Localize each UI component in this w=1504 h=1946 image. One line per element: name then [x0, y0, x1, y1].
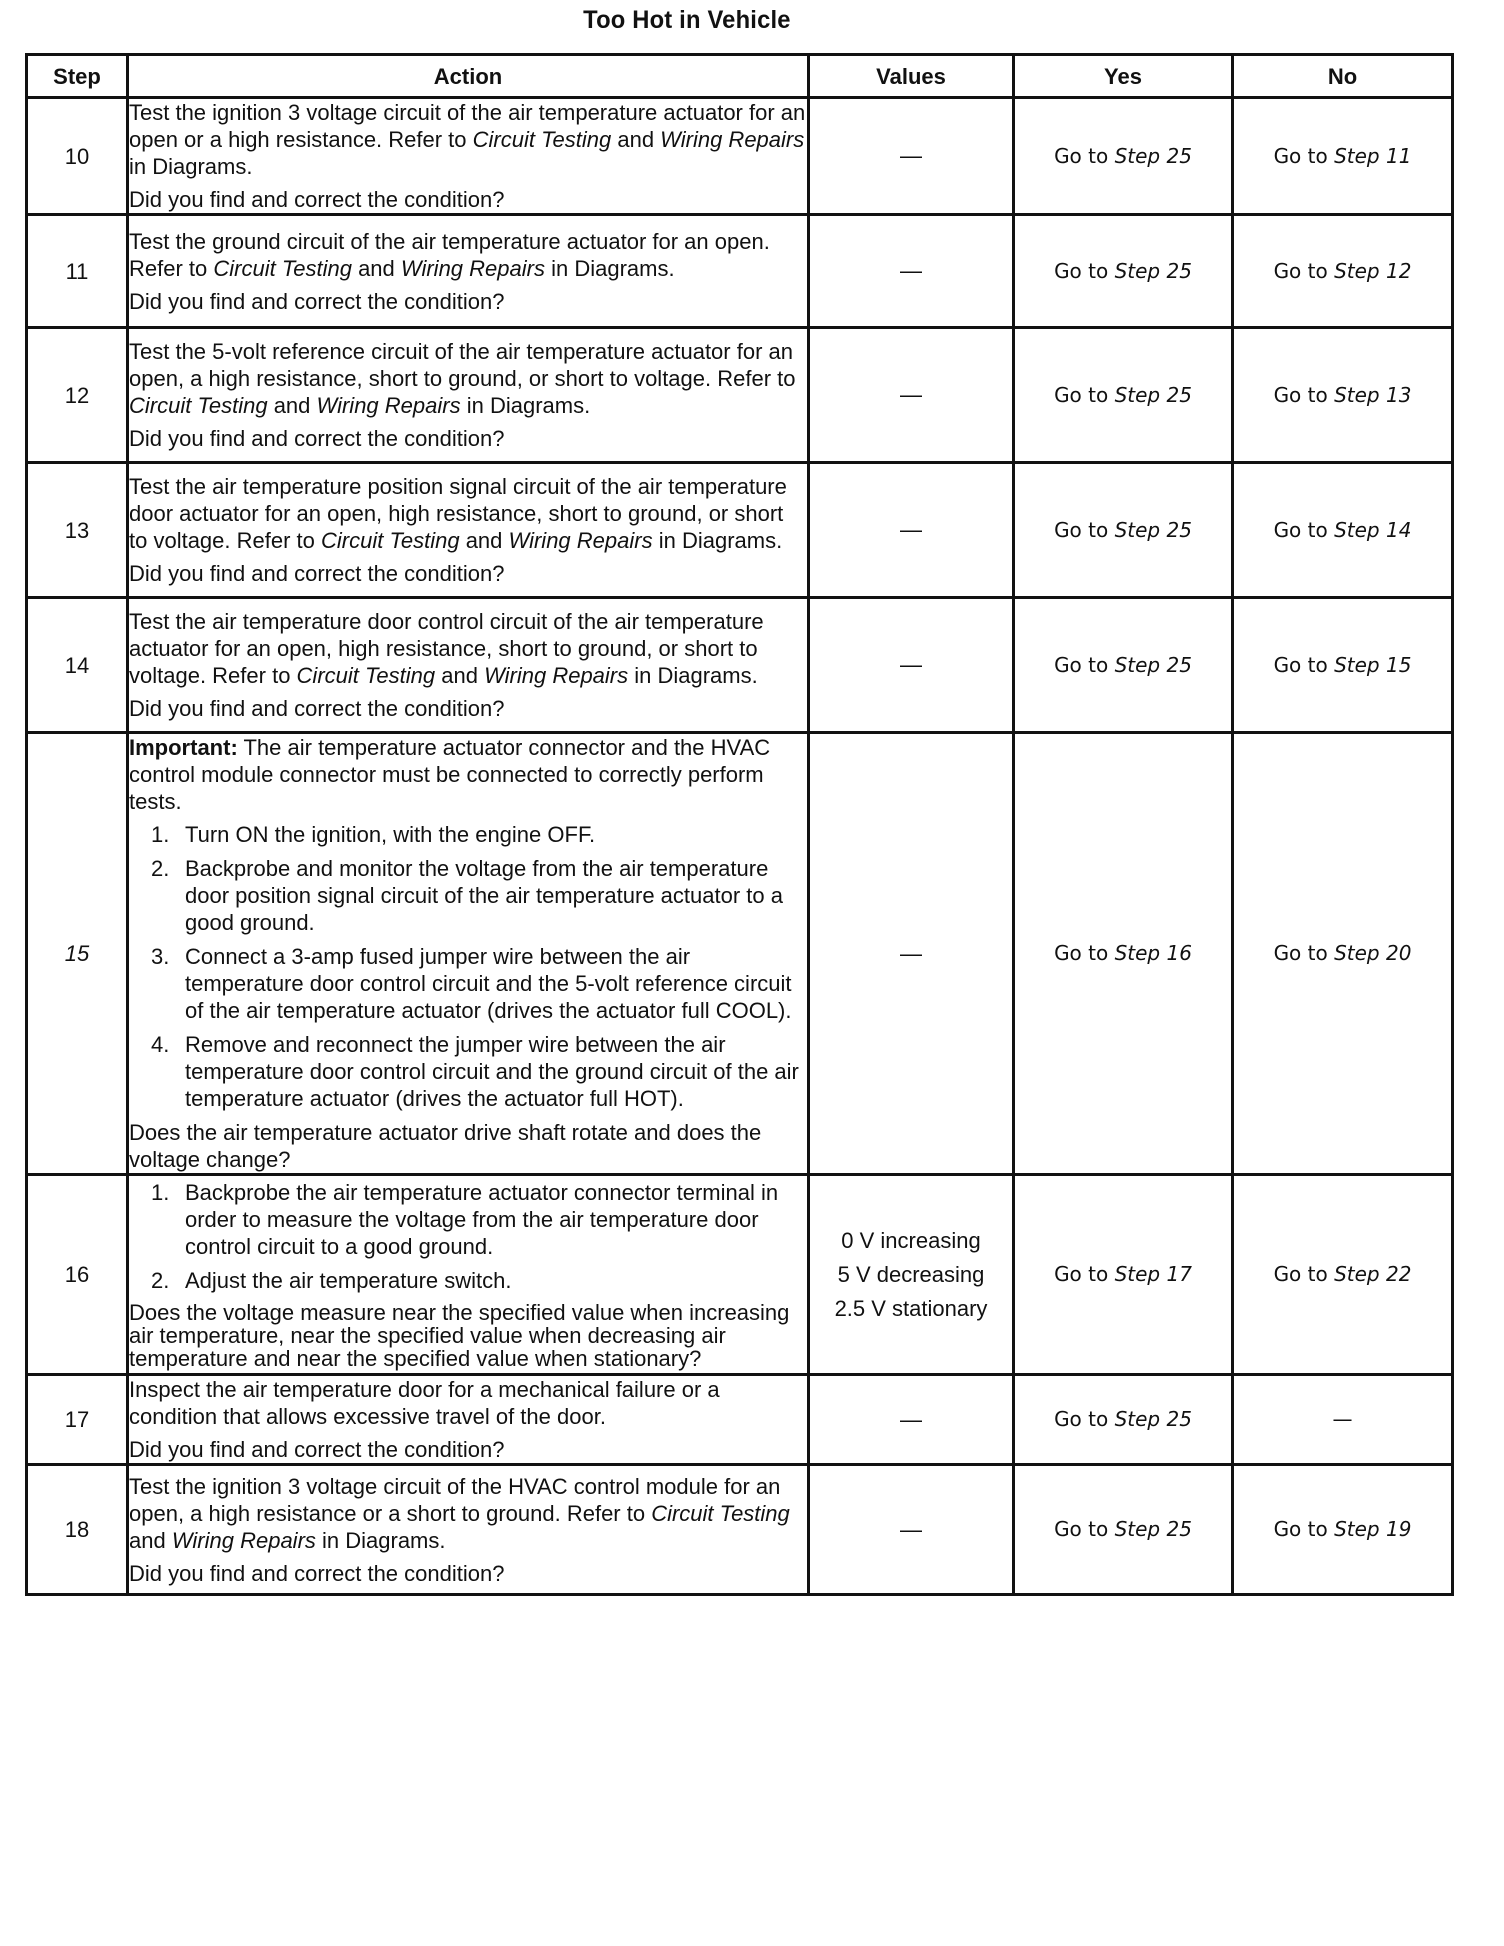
- action-question: Did you find and correct the condition?: [129, 187, 505, 212]
- step-number: 13: [27, 463, 128, 598]
- table-row: [27, 598, 1453, 733]
- yes-goto-step: Step 25: [1114, 652, 1192, 677]
- yes-goto-step: Step 25: [1114, 382, 1192, 407]
- values-cell: —: [809, 733, 1014, 1175]
- step-number: 18: [27, 1465, 128, 1595]
- reference-wiring-repairs: Wiring Repairs: [508, 528, 653, 553]
- no-goto-step: Step 13: [1334, 382, 1412, 407]
- no-cell: Go to Step 14: [1233, 463, 1453, 598]
- action-text: Test the air temperature position signal circuit of the air temperature door actuator for an open, high resistance, short to ground, or short to voltage. Refer to Circuit Testing and Wiring Repairs in Diagrams.: [129, 474, 787, 553]
- action-question: Did you find and correct the condition?: [129, 1437, 505, 1462]
- yes-cell: Go to Step 16: [1014, 733, 1233, 1175]
- step-number: 16: [27, 1175, 128, 1375]
- step-number: 15: [27, 733, 128, 1175]
- table-row: [27, 463, 1453, 598]
- yes-goto-step: Step 25: [1114, 517, 1192, 542]
- no-cell: Go to Step 15: [1233, 598, 1453, 733]
- no-cell: Go to Step 13: [1233, 328, 1453, 463]
- reference-wiring-repairs: Wiring Repairs: [484, 663, 629, 688]
- yes-goto-step: Step 16: [1114, 941, 1192, 965]
- action-cell: [128, 1375, 809, 1465]
- header-row: [27, 55, 1453, 98]
- document-title: Too Hot in Vehicle: [583, 6, 791, 34]
- diagnostic-table: [25, 53, 1454, 1596]
- important-label: Important:: [129, 735, 238, 760]
- no-goto-step: Step 14: [1334, 517, 1412, 542]
- table-row: [27, 1375, 1453, 1465]
- no-cell: —: [1233, 1375, 1453, 1465]
- action-question: Does the air temperature actuator drive shaft rotate and does the voltage change?: [129, 1120, 762, 1172]
- yes-goto-step: Step 25: [1114, 143, 1192, 168]
- no-goto-step: Step 11: [1334, 143, 1412, 168]
- yes-cell: Go to Step 17: [1014, 1175, 1233, 1375]
- yes-cell: Go to Step 25: [1014, 215, 1233, 328]
- values-cell: —: [809, 1375, 1014, 1465]
- action-cell: [128, 598, 809, 733]
- table-row: [27, 215, 1453, 328]
- action-text: Test the air temperature door control circuit of the air temperature actuator for an open, high resistance, short to ground, or short to voltage. Refer to Circuit Testing and Wiring Repairs in Diagrams.: [129, 609, 764, 688]
- reference-circuit-testing: Circuit Testing: [296, 663, 436, 688]
- no-cell: Go to Step 12: [1233, 215, 1453, 328]
- reference-circuit-testing: Circuit Testing: [129, 393, 268, 418]
- header-no: No: [1233, 55, 1453, 98]
- yes-goto-step: Step 25: [1114, 1517, 1192, 1541]
- no-goto-step: Step 12: [1334, 258, 1412, 283]
- value-decreasing: 5 V decreasing: [837, 1261, 985, 1287]
- reference-circuit-testing: Circuit Testing: [321, 528, 460, 553]
- yes-cell: Go to Step 25: [1014, 328, 1233, 463]
- action-text: Test the ignition 3 voltage circuit of the air temperature actuator for an open or a high resistance. Refer to Circuit Testing and Wiring Repairs in Diagrams.: [129, 100, 806, 179]
- step-number: 14: [27, 598, 128, 733]
- values-cell: [809, 1175, 1014, 1375]
- reference-circuit-testing: Circuit Testing: [213, 255, 352, 281]
- substep-item: 3. Connect a 3-amp fused jumper wire between the air temperature door control circuit and the 5-volt reference circuit of the air temperature actuator (drives the actuator full COOL).: [151, 944, 792, 1023]
- substep-item: 2. Adjust the air temperature switch.: [151, 1268, 512, 1293]
- step-number: 11: [27, 215, 128, 328]
- action-question: Did you find and correct the condition?: [129, 288, 505, 314]
- values-cell: —: [809, 215, 1014, 328]
- values-cell: —: [809, 463, 1014, 598]
- yes-goto-step: Step 25: [1114, 1407, 1192, 1431]
- value-increasing: 0 V increasing: [841, 1227, 981, 1253]
- action-question: Does the voltage measure near the specified value when increasing air temperature, near the specified value when decreasing air temperature and near the specified value when stationary?: [129, 1300, 790, 1371]
- substep-list: [129, 821, 807, 1112]
- action-cell: [128, 463, 809, 598]
- yes-cell: Go to Step 25: [1014, 98, 1233, 215]
- no-cell: Go to Step 19: [1233, 1465, 1453, 1595]
- action-cell: [128, 733, 809, 1175]
- action-question: Did you find and correct the condition?: [129, 426, 505, 451]
- header-yes: Yes: [1014, 55, 1233, 98]
- substep-item: 4. Remove and reconnect the jumper wire between the air temperature door control circuit and the ground circuit of the air temperature actuator (drives the actuator full HOT).: [151, 1032, 799, 1111]
- header-action: Action: [128, 55, 809, 98]
- action-question: Did you find and correct the condition?: [129, 1560, 505, 1586]
- values-cell: —: [809, 598, 1014, 733]
- value-stationary: 2.5 V stationary: [834, 1295, 988, 1321]
- values-cell: —: [809, 1465, 1014, 1595]
- values-cell: —: [809, 98, 1014, 215]
- table-row: [27, 1175, 1453, 1375]
- values-cell: —: [809, 328, 1014, 463]
- action-text: Test the ignition 3 voltage circuit of the HVAC control module for an open, a high resistance or a short to ground. Refer to Circuit Testing and Wiring Repairs in Diagrams.: [129, 1473, 790, 1553]
- table-row: [27, 733, 1453, 1175]
- no-goto-step: Step 19: [1334, 1517, 1412, 1541]
- action-cell: [128, 215, 809, 328]
- action-cell: [128, 1465, 809, 1595]
- header-values: Values: [809, 55, 1014, 98]
- action-cell: [128, 98, 809, 215]
- reference-wiring-repairs: Wiring Repairs: [171, 1527, 316, 1553]
- important-note: Important: The air temperature actuator connector and the HVAC control module connector must be connected to correctly perform tests.: [129, 735, 771, 814]
- no-cell: Go to Step 22: [1233, 1175, 1453, 1375]
- yes-cell: Go to Step 25: [1014, 598, 1233, 733]
- no-cell: Go to Step 20: [1233, 733, 1453, 1175]
- substep-item: 1. Backprobe the air temperature actuator connector terminal in order to measure the voltage from the air temperature door control circuit to a good ground.: [151, 1180, 779, 1259]
- action-cell: [128, 328, 809, 463]
- step-number: 10: [27, 98, 128, 215]
- table-row: [27, 98, 1453, 215]
- action-cell: [128, 1175, 809, 1375]
- action-question: Did you find and correct the condition?: [129, 696, 505, 721]
- yes-goto-step: Step 25: [1114, 258, 1192, 283]
- yes-cell: Go to Step 25: [1014, 463, 1233, 598]
- yes-goto-step: Step 17: [1114, 1262, 1192, 1286]
- step-number: 12: [27, 328, 128, 463]
- reference-circuit-testing: Circuit Testing: [472, 127, 612, 152]
- table-row: [27, 328, 1453, 463]
- no-goto-step: Step 20: [1334, 941, 1412, 965]
- header-step: Step: [27, 55, 128, 98]
- table-row: [27, 1465, 1453, 1595]
- reference-wiring-repairs: Wiring Repairs: [660, 127, 805, 152]
- yes-cell: Go to Step 25: [1014, 1465, 1233, 1595]
- substep-item: 2. Backprobe and monitor the voltage from the air temperature door position signal circuit of the air temperature actuator to a good ground.: [151, 856, 783, 935]
- reference-wiring-repairs: Wiring Repairs: [400, 255, 545, 281]
- no-goto-step: Step 22: [1334, 1262, 1412, 1286]
- yes-cell: Go to Step 25: [1014, 1375, 1233, 1465]
- action-question: Did you find and correct the condition?: [129, 561, 505, 586]
- action-text: Test the ground circuit of the air temperature actuator for an open. Refer to Circuit Testing and Wiring Repairs in Diagrams.: [129, 228, 770, 281]
- reference-wiring-repairs: Wiring Repairs: [316, 393, 461, 418]
- no-goto-step: Step 15: [1334, 652, 1412, 677]
- step-number: 17: [27, 1375, 128, 1465]
- no-cell: Go to Step 11: [1233, 98, 1453, 215]
- reference-circuit-testing: Circuit Testing: [651, 1500, 790, 1526]
- action-text: Inspect the air temperature door for a mechanical failure or a condition that allows excessive travel of the door.: [129, 1377, 720, 1429]
- substep-list: [129, 1179, 807, 1294]
- action-text: Test the 5-volt reference circuit of the air temperature actuator for an open, a high resistance, short to ground, or short to voltage. Refer to Circuit Testing and Wiring Repairs in Diagrams.: [129, 339, 796, 418]
- substep-item: 1. Turn ON the ignition, with the engine OFF.: [151, 822, 596, 847]
